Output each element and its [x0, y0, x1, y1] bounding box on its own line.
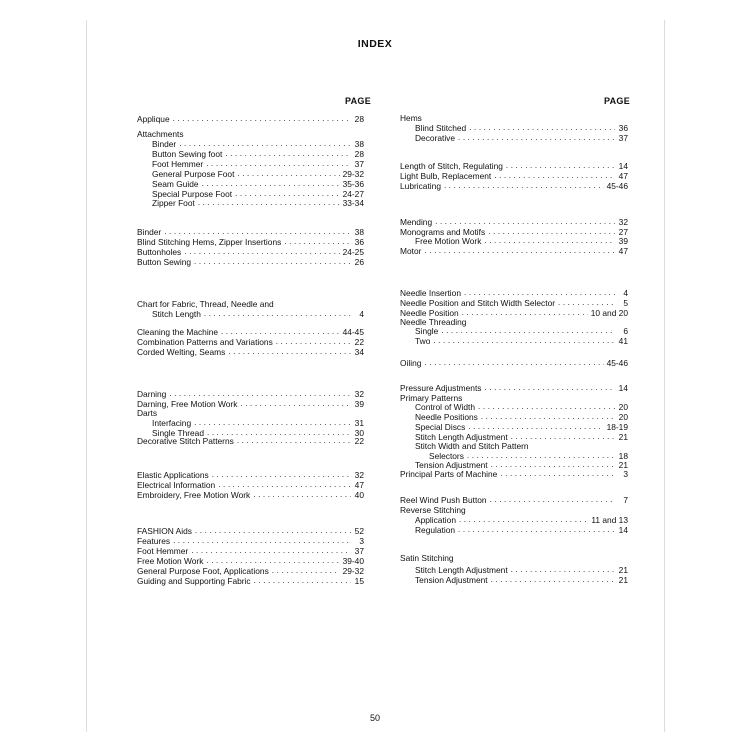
- entry-label: Free Motion Work: [137, 555, 204, 566]
- leader-dots: [435, 217, 615, 227]
- index-entry: [400, 181, 628, 191]
- index-entry: [137, 526, 364, 536]
- entry-page: 22: [354, 336, 364, 347]
- index-entry: [137, 389, 364, 399]
- entry-label: Seam Guide: [152, 178, 199, 189]
- index-entry: [152, 169, 364, 179]
- entry-label: General Purpose Foot, Applications: [137, 565, 269, 576]
- index-entry: [415, 402, 628, 412]
- index-entry: [137, 227, 364, 237]
- index-entry: [415, 525, 628, 535]
- leader-dots: [225, 149, 351, 159]
- index-entry: [137, 347, 364, 357]
- leader-dots: [194, 257, 351, 267]
- page-number: 50: [369, 713, 380, 723]
- entry-page: 14: [618, 383, 628, 393]
- index-entry: [152, 149, 364, 159]
- leader-dots: [458, 133, 615, 143]
- entry-page: 21: [618, 574, 628, 585]
- leader-dots: [253, 490, 351, 500]
- entry-page: 10 and 20: [590, 307, 628, 318]
- leader-dots: [462, 308, 588, 318]
- entry-label: Stitch Length Adjustment: [415, 431, 508, 442]
- entry-page: 47: [618, 170, 628, 181]
- entry-page: 29-32: [342, 168, 364, 179]
- index-entry: [137, 566, 364, 576]
- leader-dots: [500, 469, 615, 479]
- entry-page: 4: [359, 309, 364, 319]
- entry-page: 39-40: [342, 555, 364, 566]
- entry-label: Interfacing: [152, 418, 192, 428]
- leader-dots: [433, 336, 615, 346]
- entry-page: 40: [354, 489, 364, 500]
- leader-dots: [194, 418, 351, 428]
- index-entry: [400, 246, 628, 256]
- leader-dots: [441, 326, 615, 336]
- left-page-heading: PAGE: [345, 96, 372, 106]
- leader-dots: [164, 227, 351, 237]
- index-entry: [152, 309, 364, 319]
- entry-label: Decorative Stitch Patterns: [137, 436, 234, 446]
- entry-page: 27: [618, 227, 628, 237]
- leader-dots: [212, 470, 351, 480]
- index-entry: [415, 515, 628, 525]
- leader-dots: [198, 198, 340, 208]
- index-heading: Stitch Width and Stitch Pattern: [415, 441, 529, 451]
- leader-dots: [218, 480, 351, 490]
- entry-page: 34: [354, 346, 364, 357]
- entry-label: Lubricating: [400, 180, 441, 191]
- entry-page: 24-27: [342, 188, 364, 199]
- entry-page: 36: [618, 123, 628, 133]
- entry-page: 30: [354, 427, 364, 438]
- index-entry: [137, 576, 364, 586]
- leader-dots: [490, 495, 615, 505]
- index-entry: [137, 480, 364, 490]
- entry-page: 21: [618, 460, 628, 470]
- entry-page: 47: [618, 246, 628, 256]
- entry-label: Free Motion Work: [415, 236, 482, 246]
- entry-page: 3: [359, 535, 364, 546]
- index-entry: [415, 575, 628, 585]
- entry-label: Darning: [137, 389, 167, 399]
- entry-label: Needle Position: [400, 307, 459, 318]
- entry-page: 20: [618, 402, 628, 412]
- index-entry: [415, 565, 628, 575]
- index-entry: [137, 257, 364, 267]
- leader-dots: [458, 525, 615, 535]
- entry-label: Cleaning the Machine: [137, 327, 219, 337]
- entry-page: 41: [618, 335, 628, 346]
- leader-dots: [195, 526, 351, 536]
- entry-label: Binder: [152, 139, 177, 149]
- entry-label: Reel Wind Push Button: [400, 495, 487, 505]
- index-entry: [152, 198, 364, 208]
- leader-dots: [228, 347, 351, 357]
- entry-label: Motor: [400, 246, 422, 256]
- entry-label: Pressure Adjustments: [400, 383, 482, 393]
- entry-label: Stitch Length: [152, 309, 201, 319]
- entry-label: Two: [415, 335, 431, 346]
- entry-label: Corded Welting, Seams: [137, 346, 226, 357]
- entry-label: Control of Width: [415, 402, 476, 412]
- entry-label: Features: [137, 535, 171, 546]
- entry-page: 52: [354, 526, 364, 536]
- leader-dots: [202, 179, 340, 189]
- entry-page: 20: [618, 411, 628, 422]
- index-entry: [137, 247, 364, 257]
- index-entry: [137, 327, 364, 337]
- entry-label: Embroidery, Free Motion Work: [137, 489, 251, 500]
- index-entry: [415, 336, 628, 346]
- entry-page: 45-46: [606, 180, 628, 191]
- entry-page: 11 and 13: [591, 515, 628, 525]
- entry-label: Length of Stitch, Regulating: [400, 161, 503, 171]
- index-heading: Satin Stitching: [400, 553, 454, 563]
- index-entry: [137, 114, 364, 124]
- index-heading: Hems: [400, 113, 422, 123]
- leader-dots: [221, 327, 340, 337]
- index-entry: [400, 469, 628, 479]
- entry-label: Special Discs: [415, 421, 466, 432]
- index-entry: [137, 470, 364, 480]
- entry-page: 35-36: [342, 178, 364, 189]
- leader-dots: [206, 556, 339, 566]
- entry-label: Zipper Foot: [152, 198, 195, 209]
- index-entry: [400, 217, 628, 227]
- leader-dots: [424, 246, 615, 256]
- entry-label: General Purpose Foot: [152, 168, 235, 179]
- index-entry: [152, 159, 364, 169]
- entry-label: Needle Positions: [415, 411, 478, 422]
- index-entry: [137, 546, 364, 556]
- entry-label: Tension Adjustment: [415, 574, 488, 585]
- entry-label: Button Sewing: [137, 256, 192, 267]
- entry-label: Decorative: [415, 132, 456, 143]
- entry-page: 37: [354, 158, 364, 169]
- leader-dots: [276, 337, 351, 347]
- index-entry: [400, 171, 628, 181]
- leader-dots: [459, 515, 588, 525]
- entry-page: 24-25: [342, 246, 364, 257]
- index-entry: [152, 189, 364, 199]
- index-entry: [400, 495, 628, 505]
- index-title: INDEX: [357, 38, 393, 50]
- entry-label: Electrical Information: [137, 479, 216, 490]
- entry-label: FASHION Aids: [137, 526, 192, 536]
- entry-label: Foot Hemmer: [137, 545, 189, 556]
- leader-dots: [469, 123, 615, 133]
- entry-label: Single: [415, 326, 439, 336]
- entry-page: 44-45: [342, 327, 364, 337]
- leader-dots: [491, 575, 615, 585]
- leader-dots: [481, 412, 615, 422]
- index-entry: [400, 288, 628, 298]
- entry-page: 4: [623, 288, 628, 298]
- entry-label: Oiling: [400, 358, 422, 368]
- entry-page: 32: [354, 470, 364, 480]
- entry-label: Principal Parts of Machine: [400, 469, 498, 479]
- entry-label: Selectors: [429, 451, 464, 461]
- leader-dots: [173, 536, 351, 546]
- entry-label: Combination Patterns and Variations: [137, 336, 273, 347]
- entry-page: 18-19: [606, 421, 628, 432]
- leader-dots: [558, 298, 615, 308]
- entry-label: Button Sewing foot: [152, 148, 223, 159]
- entry-label: Elastic Applications: [137, 470, 209, 480]
- leader-dots: [506, 161, 615, 171]
- index-heading: Chart for Fabric, Thread, Needle and: [137, 299, 274, 309]
- entry-page: 28: [354, 114, 364, 124]
- index-entry: [137, 436, 364, 446]
- entry-page: 18: [618, 451, 628, 461]
- leader-dots: [478, 402, 615, 412]
- entry-page: 37: [354, 545, 364, 556]
- index-entry: [137, 337, 364, 347]
- leader-dots: [272, 566, 340, 576]
- leader-dots: [254, 576, 351, 586]
- entry-page: 14: [618, 161, 628, 171]
- entry-label: Blind Stitching Hems, Zipper Insertions: [137, 236, 282, 247]
- index-entry: [137, 536, 364, 546]
- leader-dots: [468, 422, 603, 432]
- leader-dots: [179, 139, 351, 149]
- index-heading: Needle Threading: [400, 317, 467, 327]
- leader-dots: [240, 399, 351, 409]
- leader-dots: [484, 236, 615, 246]
- leader-dots: [235, 189, 340, 199]
- leader-dots: [184, 247, 339, 257]
- entry-label: Needle Position and Stitch Width Selector: [400, 297, 556, 308]
- entry-label: Applique: [137, 114, 170, 124]
- leader-dots: [494, 171, 615, 181]
- entry-label: Tension Adjustment: [415, 460, 488, 470]
- leader-dots: [484, 383, 615, 393]
- leader-dots: [284, 237, 351, 247]
- index-entry: [415, 326, 628, 336]
- entry-page: 5: [623, 297, 628, 308]
- leader-dots: [464, 288, 615, 298]
- entry-page: 36: [354, 236, 364, 247]
- entry-label: Needle Insertion: [400, 288, 461, 298]
- index-entry: [400, 161, 628, 171]
- entry-label: Stitch Length Adjustment: [415, 565, 508, 575]
- leader-dots: [191, 546, 351, 556]
- leader-dots: [237, 436, 351, 446]
- leader-dots: [424, 358, 603, 368]
- index-heading: Attachments: [137, 129, 184, 139]
- entry-page: 32: [618, 217, 628, 227]
- entry-page: 21: [618, 565, 628, 575]
- entry-page: 21: [618, 431, 628, 442]
- leader-dots: [173, 114, 351, 124]
- index-heading: Primary Patterns: [400, 393, 463, 403]
- index-entry: [415, 123, 628, 133]
- entry-label: Regulation: [415, 524, 456, 535]
- index-entry: [152, 179, 364, 189]
- entry-page: 45-46: [606, 358, 628, 368]
- entry-page: 39: [618, 236, 628, 246]
- right-page-heading: PAGE: [604, 96, 631, 106]
- entry-label: Blind Stitched: [415, 123, 467, 133]
- index-entry: [152, 418, 364, 428]
- entry-label: Mending: [400, 217, 433, 227]
- entry-page: 47: [354, 479, 364, 490]
- index-entry: [415, 412, 628, 422]
- entry-page: 37: [618, 132, 628, 143]
- index-entry: [400, 358, 628, 368]
- index-entry: [137, 237, 364, 247]
- entry-page: 26: [354, 256, 364, 267]
- index-heading: Darts: [137, 408, 158, 418]
- entry-page: 38: [354, 139, 364, 149]
- leader-dots: [237, 169, 339, 179]
- entry-label: Buttonholes: [137, 246, 182, 257]
- index-entry: [137, 399, 364, 409]
- index-entry: [400, 383, 628, 393]
- entry-label: Special Purpose Foot: [152, 188, 233, 199]
- index-entry: [415, 422, 628, 432]
- leader-dots: [444, 181, 604, 191]
- entry-page: 33-34: [342, 198, 364, 209]
- entry-label: Binder: [137, 227, 162, 237]
- entry-label: Darning, Free Motion Work: [137, 399, 238, 409]
- entry-label: Foot Hemmer: [152, 158, 204, 169]
- entry-page: 32: [354, 389, 364, 399]
- leader-dots: [511, 565, 615, 575]
- entry-page: 22: [354, 436, 364, 446]
- index-entry: [415, 236, 628, 246]
- index-entry: [137, 556, 364, 566]
- entry-label: Guiding and Supporting Fabric: [137, 575, 251, 586]
- index-entry: [137, 490, 364, 500]
- entry-page: 7: [623, 495, 628, 505]
- index-heading: Reverse Stitching: [400, 505, 466, 515]
- entry-page: 14: [618, 524, 628, 535]
- entry-page: 29-32: [342, 565, 364, 576]
- index-entry: [415, 133, 628, 143]
- entry-page: 38: [354, 227, 364, 237]
- entry-label: Monograms and Motifs: [400, 227, 486, 237]
- entry-page: 15: [354, 575, 364, 586]
- leader-dots: [206, 159, 351, 169]
- index-entry: [152, 139, 364, 149]
- leader-dots: [204, 309, 351, 319]
- entry-label: Application: [415, 515, 456, 525]
- entry-page: 6: [623, 326, 628, 336]
- entry-page: 3: [623, 469, 628, 479]
- entry-label: Single Thread: [152, 427, 204, 438]
- entry-label: Light Bulb, Replacement: [400, 170, 492, 181]
- entry-page: 31: [354, 418, 364, 428]
- leader-dots: [169, 389, 351, 399]
- index-entry: [400, 298, 628, 308]
- entry-page: 28: [354, 148, 364, 159]
- entry-page: 39: [354, 399, 364, 409]
